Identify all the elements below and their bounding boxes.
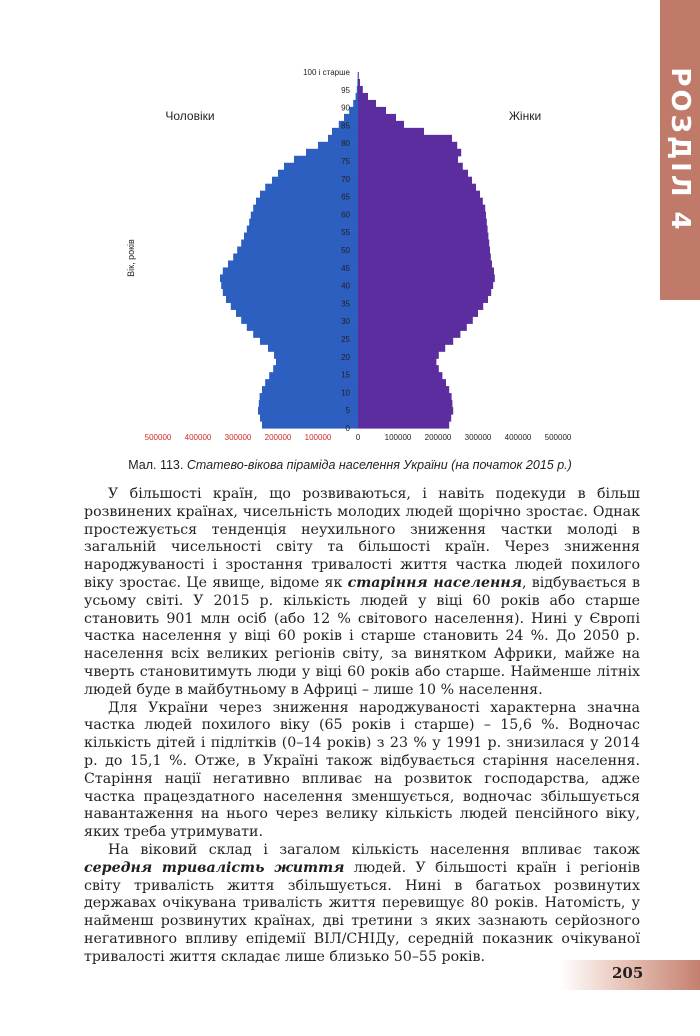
male-bar	[226, 295, 358, 303]
age-tick-label: 35	[341, 299, 350, 309]
female-bar	[358, 365, 439, 373]
age-tick-label: 10	[341, 388, 350, 398]
age-tick-label: 60	[341, 210, 350, 220]
body-text	[84, 486, 640, 967]
female-bar	[358, 114, 396, 122]
female-bar	[358, 330, 460, 338]
age-tick-label: 5	[345, 406, 350, 416]
age-tick-label: 85	[341, 121, 350, 131]
female-bar	[358, 309, 478, 317]
female-bar	[358, 240, 489, 248]
female-bar	[358, 233, 488, 241]
x-tick-label: 100000	[304, 433, 332, 442]
x-tick-label: 500000	[144, 433, 172, 442]
figure-caption	[0, 458, 700, 472]
term-emphasis: старіння населення	[347, 574, 522, 591]
female-bar	[358, 100, 376, 108]
female-bar	[358, 295, 488, 303]
male-bar	[231, 302, 358, 310]
female-bar	[358, 163, 463, 171]
chart-left-label: Чоловіки	[165, 109, 215, 123]
female-bar	[358, 372, 442, 380]
female-bar	[358, 149, 461, 157]
female-bar	[358, 79, 360, 87]
age-tick-label: 65	[341, 192, 350, 202]
female-bar	[358, 274, 495, 282]
x-tick-label: 200000	[424, 433, 452, 442]
male-bar	[260, 414, 358, 422]
age-tick-label: 90	[341, 103, 350, 113]
female-bar	[358, 414, 451, 422]
male-bar	[356, 93, 358, 101]
age-tick-label: 100 і старше	[303, 68, 350, 77]
x-tick-label: 300000	[464, 433, 492, 442]
female-bar	[358, 93, 368, 101]
x-tick-label: 300000	[224, 433, 252, 442]
female-bar	[358, 358, 436, 366]
x-tick-label: 500000	[544, 433, 572, 442]
age-tick-label: 80	[341, 139, 350, 149]
male-bar	[236, 309, 358, 317]
female-bar	[358, 219, 487, 227]
female-bar	[358, 344, 445, 352]
male-bar	[268, 344, 358, 352]
age-tick-label: 55	[341, 228, 350, 238]
paragraph: У більшості країн, що розвиваються, і навіть подекуди в більш розвинених країнах, чисельність молодих людей щорічно зростає. Однак простежується тенденція неухильного зниження частки молоді в загальній чисельності світу та більшості країн. Через зниження народжуваності і зростання тривалості життя частка людей похилого віку зростає. Це явище, відоме як старіння населення, відбувається в усьому світі. У 2015 р. кількість людей у віці 60 років або старше становить 901 млн осіб (або 12 % світового населення). Нині у Європі частка населення у віці 60 років і старше становить 24 %. До 2050 р. населення всіх великих регіонів світу, за винятком Африки, майже на чверть становитимуть люди у віці 60 років або старше. Найменше літніх людей буде в майбутньому в Африці – лише 10 % населення.	[84, 486, 640, 698]
female-bar	[358, 302, 483, 310]
age-tick-label: 15	[341, 370, 350, 380]
female-bar	[358, 379, 446, 387]
male-bar	[259, 400, 358, 408]
female-bar	[358, 421, 449, 429]
male-bar	[237, 247, 358, 255]
male-bar	[223, 267, 358, 275]
chart-y-axis-label: Вік, років	[126, 239, 136, 277]
male-bar	[220, 274, 358, 282]
male-bar	[223, 288, 358, 296]
female-bar	[358, 351, 439, 359]
chapter-label: РОЗДІЛ 4	[665, 67, 695, 233]
chart-right-label: Жінки	[508, 109, 542, 123]
age-tick-label: 50	[341, 246, 350, 255]
female-bar	[358, 177, 472, 185]
population-pyramid-chart	[100, 58, 580, 453]
male-bar	[265, 379, 358, 387]
female-bar	[358, 247, 490, 255]
x-tick-label: 400000	[184, 433, 212, 442]
male-bar	[306, 149, 358, 157]
male-bar	[233, 253, 358, 261]
female-bar	[358, 337, 453, 345]
age-tick-label: 0	[345, 424, 350, 433]
term-emphasis: середня тривалість життя	[84, 859, 345, 876]
male-bar	[258, 407, 358, 415]
age-tick-label: 95	[341, 85, 350, 95]
male-bar	[353, 100, 358, 108]
female-bar	[358, 226, 488, 234]
female-bar	[358, 400, 452, 408]
female-bar	[358, 128, 424, 136]
x-tick-label: 0	[355, 433, 361, 442]
male-bar	[357, 86, 358, 94]
female-bar	[358, 191, 480, 199]
female-bar	[358, 86, 363, 94]
population-axis	[145, 433, 572, 442]
age-tick-label: 75	[341, 157, 350, 166]
female-bars	[358, 72, 495, 429]
paragraph: Для України через зниження народжуваності характерна значна частка людей похилого віку (65 років і старше) – 15,6 %. Водночас кількість дітей і підлітків (0–14 років) з 23 % у 1991 р. знизилася у 2014 р. до 15,1 %. Отже, в Україні також відбувається старіння населення. Старіння нації негативно впливає на розвиток господарства, адже частка працездатного населення зменшується, водночас збільшується навантаження на нього через велику кількість людей пенсійного віку, яких треба утримувати.	[84, 699, 640, 841]
age-tick-label: 45	[341, 263, 350, 273]
female-bar	[358, 323, 467, 331]
female-bar	[358, 316, 473, 324]
male-bar	[318, 142, 358, 150]
female-bar	[358, 393, 452, 401]
female-bar	[358, 253, 491, 261]
female-bar	[358, 170, 468, 178]
female-bar	[358, 288, 491, 296]
x-tick-label: 400000	[504, 433, 532, 442]
caption-title: Статево-вікова піраміда населення України (на початок 2015 р.)	[186, 458, 572, 472]
chapter-side-tab	[660, 0, 700, 300]
female-bar	[358, 72, 359, 80]
male-bar	[221, 281, 358, 289]
female-bar	[358, 121, 404, 129]
age-tick-label: 40	[341, 281, 350, 291]
age-tick-label: 30	[341, 317, 350, 327]
male-bar	[344, 114, 358, 122]
female-bar	[358, 135, 452, 143]
paragraph: На віковий склад і загалом кількість населення впливає також середня тривалість життя людей. У більшості країн і регіонів світу тривалість життя збільшується. Нині в багатьох розвинутих державах очікувана тривалість життя перевищує 80 років. Натомість, у найменш розвинутих країнах, дві третини з яких зазнають серйозного негативного впливу епідемії ВІЛ/СНІДу, середній показник очікуваної тривалості життя складає лише близько 50–55 років.	[84, 841, 640, 965]
male-bar	[265, 184, 358, 192]
female-bar	[358, 184, 476, 192]
female-bar	[358, 212, 486, 220]
female-bar	[358, 142, 457, 150]
male-bar	[249, 219, 358, 227]
page-number: 205	[612, 964, 644, 982]
female-bar	[358, 107, 386, 115]
male-bar	[262, 421, 358, 429]
female-bar	[358, 407, 453, 415]
female-bar	[358, 281, 493, 289]
female-bar	[358, 198, 483, 206]
female-bar	[358, 205, 485, 213]
age-tick-label: 20	[341, 352, 350, 362]
male-bar	[357, 79, 358, 87]
male-bar	[349, 107, 358, 115]
age-tick-label: 25	[341, 335, 350, 344]
female-bar	[358, 386, 449, 394]
male-bar	[228, 260, 358, 268]
x-tick-label: 200000	[264, 433, 292, 442]
female-bar	[358, 260, 492, 268]
male-bars	[220, 72, 358, 429]
female-bar	[358, 267, 494, 275]
age-tick-label: 70	[341, 174, 350, 184]
caption-prefix: Мал. 113.	[128, 458, 184, 472]
x-tick-label: 100000	[384, 433, 412, 442]
female-bar	[358, 156, 458, 164]
